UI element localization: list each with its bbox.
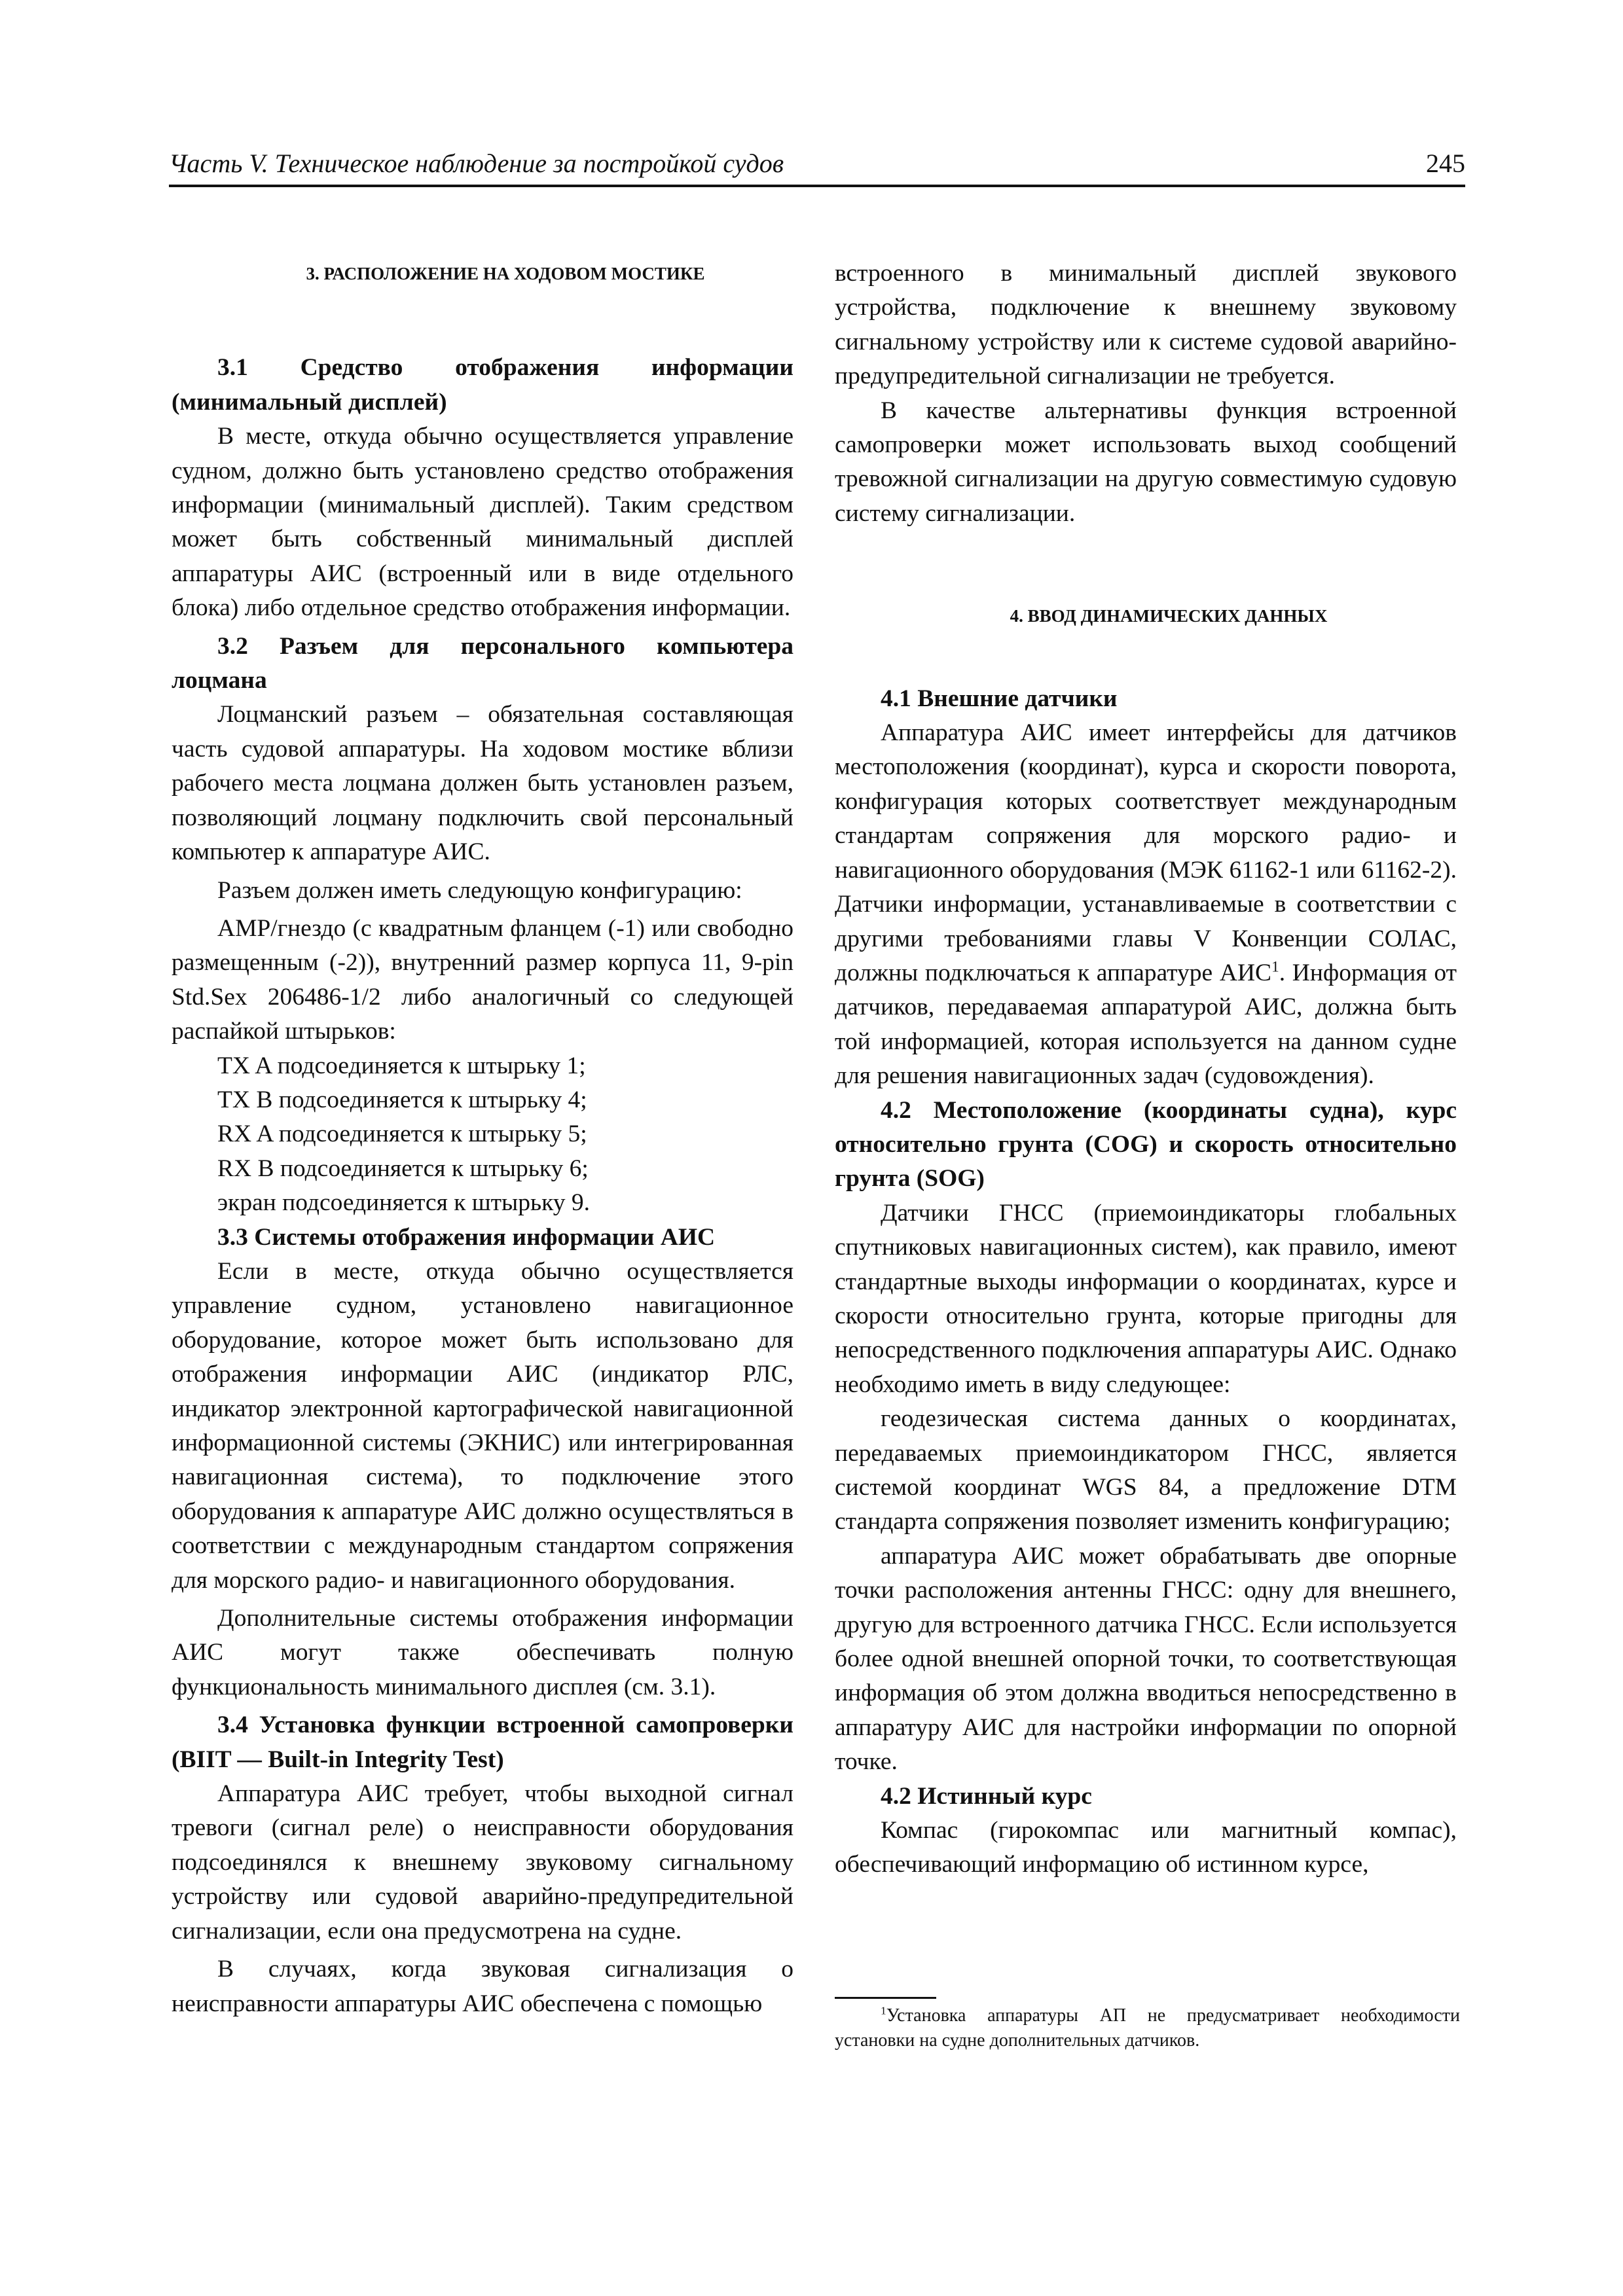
subsection-3-3-title: 3.3 Системы отображения информации АИС <box>217 1223 716 1251</box>
footnote <box>835 2003 1460 2053</box>
pin-list-item: RX B подсоединяется к штырьку 6; <box>217 1155 589 1182</box>
subsection-3-2-paragraph-1: Лоцманский разъем – обязательная составляющая часть судовой аппаратуры. На ходовом мостике вблизи рабочего места лоцмана должен быть установлен разъем, позволяющий лоцману подключить свой персональный компьютер к аппаратуре АИС. <box>172 701 793 866</box>
footnote-reference: 1 <box>1271 958 1279 976</box>
subsection-4-3-paragraph: Компас (гирокомпас или магнитный компас), обеспечивающий информацию об истинном курсе, <box>835 1817 1457 1878</box>
running-title: Часть V. Техническое наблюдение за постройкой судов <box>169 149 784 178</box>
continued-paragraph: встроенного в минимальный дисплей звукового устройства, подключение к внешнему звуковому сигнальному устройству или к системе судовой аварийно-предупредительной сигнализации не требуется. <box>835 260 1457 390</box>
subsection-4-1-text-a: Аппаратура АИС имеет интерфейсы для датчиков местоположения (координат), курса и скорости поворота, конфигурация которых соответствует международным стандартам сопряжения для морского радио- и навигационного оборудования (МЭК 61162-1 или 61162-2). Датчики информации, устанавливаемые в соответствии с другими требованиями главы V Конвенции СОЛАС, должны подключаться к аппаратуре АИС <box>835 719 1457 986</box>
subsection-4-1-title: 4.1 Внешние датчики <box>881 685 1118 712</box>
pin-list-item: TX A подсоединяется к штырьку 1; <box>217 1052 586 1079</box>
section-3-title: 3. РАСПОЛОЖЕНИЕ НА ХОДОВОМ МОСТИКЕ <box>306 264 705 283</box>
subsection-3-4-title: 3.4 Установка функции встроенной самопроверки (BIIT — Built-in Integrity Test) <box>172 1712 793 1773</box>
subsection-3-3-paragraph-1: Если в месте, откуда обычно осуществляется управление судном, установлено навигационное оборудование, которое может быть использовано для отображения информации АИС (индикатор РЛС, индикатор электронной картографической навигационной информационной системы (ЭКНИС) или интегрированная навигационная система), то подключение этого оборудования к аппаратуре АИС должно осуществляться в соответствии с международным стандартом сопряжения для морского радио- и навигационного оборудования. <box>172 1257 793 1594</box>
subsection-3-4-paragraph-2: В случаях, когда звуковая сигнализация о неисправности аппаратуры АИС обеспечена с помощью <box>172 1956 793 2017</box>
page-number: 245 <box>1426 149 1465 178</box>
footnote-rule <box>835 1997 936 1999</box>
subsection-4-3-title: 4.2 Истинный курс <box>881 1782 1092 1810</box>
subsection-3-1-paragraph: В месте, откуда обычно осуществляется управление судном, должно быть установлено средство отображения информации (минимальный дисплей). Таким средством может быть собственный минимальный дисплей аппаратуры АИС (встроенный или в виде отдельного блока) либо отдельное средство отображения информации. <box>172 423 793 622</box>
subsection-3-3-paragraph-2: Дополнительные системы отображения информации АИС могут также обеспечивать полную функциональность минимального дисплея (см. 3.1). <box>172 1605 793 1700</box>
left-column <box>172 257 793 2021</box>
subsection-4-2-title: 4.2 Местоположение (координаты судна), курс относительно грунта (COG) и скорость относительно грунта (SOG) <box>835 1096 1457 1193</box>
subsection-3-1-title: 3.1 Средство отображения информации (минимальный дисплей) <box>172 354 793 416</box>
footnote-body: Установка аппаратуры АП не предусматривает необходимости установки на судне дополнительных датчиков. <box>835 2005 1460 2051</box>
pin-list-item: RX A подсоединяется к штырьку 5; <box>217 1121 587 1148</box>
subsection-4-2-paragraph-2: геодезическая система данных о координатах, передаваемых приемоиндикатором ГНСС, является системой координат WGS 84, а предложение DTM стандарта сопряжения позволяет изменить конфигурацию; <box>835 1405 1457 1535</box>
subsection-3-2-paragraph-2: Разъем должен иметь следующую конфигурацию: <box>217 876 742 904</box>
right-column <box>835 257 1457 1882</box>
subsection-4-2-paragraph-1: Датчики ГНСС (приемоиндикаторы глобальных спутниковых навигационных систем), как правило, имеют стандартные выходы информации о координатах, курсе и скорости относительно грунта, которые пригодны для непосредственного подключения аппаратуры АИС. Однако необходимо иметь в виду следующее: <box>835 1199 1457 1398</box>
pin-list-item: TX B подсоединяется к штырьку 4; <box>217 1086 587 1113</box>
subsection-3-2-paragraph-3: AMP/гнездо (с квадратным фланцем (-1) или свободно размещенным (-2)), внутренний размер корпуса 11, 9-pin Std.Sex 206486-1/2 либо аналогичный со следующей распайкой штырьков: <box>172 914 793 1045</box>
subsection-4-2-paragraph-3: аппаратура АИС может обрабатывать две опорные точки расположения антенны ГНСС: одну для внешнего, другую для встроенного датчика ГНСС. Если используется более одной внешней опорной точки, то соответствующая информация об этом должна вводиться непосредственно в аппаратуру АИС для настройки информации по опорной точке. <box>835 1542 1457 1776</box>
footnote-mark: 1 <box>881 2004 886 2017</box>
running-header <box>169 145 1465 187</box>
section-4-title: 4. ВВОД ДИНАМИЧЕСКИХ ДАННЫХ <box>1010 606 1328 626</box>
footnote-text <box>835 2003 1460 2053</box>
alternative-paragraph: В качестве альтернативы функция встроенной самопроверки может использовать выход сообщений тревожной сигнализации на другую совместимую судовую систему сигнализации. <box>835 397 1457 527</box>
subsection-4-1-paragraph <box>835 716 1457 1093</box>
pin-list-item: экран подсоединяется к штырьку 9. <box>217 1189 591 1217</box>
subsection-4-1-text-b: . Информация от датчиков, передаваемая аппаратурой АИС, должна быть той информацией, которая используется на данном судне для решения навигационных задач (судовождения). <box>835 959 1457 1090</box>
subsection-3-4-paragraph-1: Аппаратура АИС требует, чтобы выходной сигнал тревоги (сигнал реле) о неисправности оборудования подсоединялся к внешнему звуковому сигнальному устройству или судовой аварийно-предупредительной сигнализации, если она предусмотрена на судне. <box>172 1780 793 1945</box>
subsection-3-2-title: 3.2 Разъем для персонального компьютера лоцмана <box>172 632 793 694</box>
